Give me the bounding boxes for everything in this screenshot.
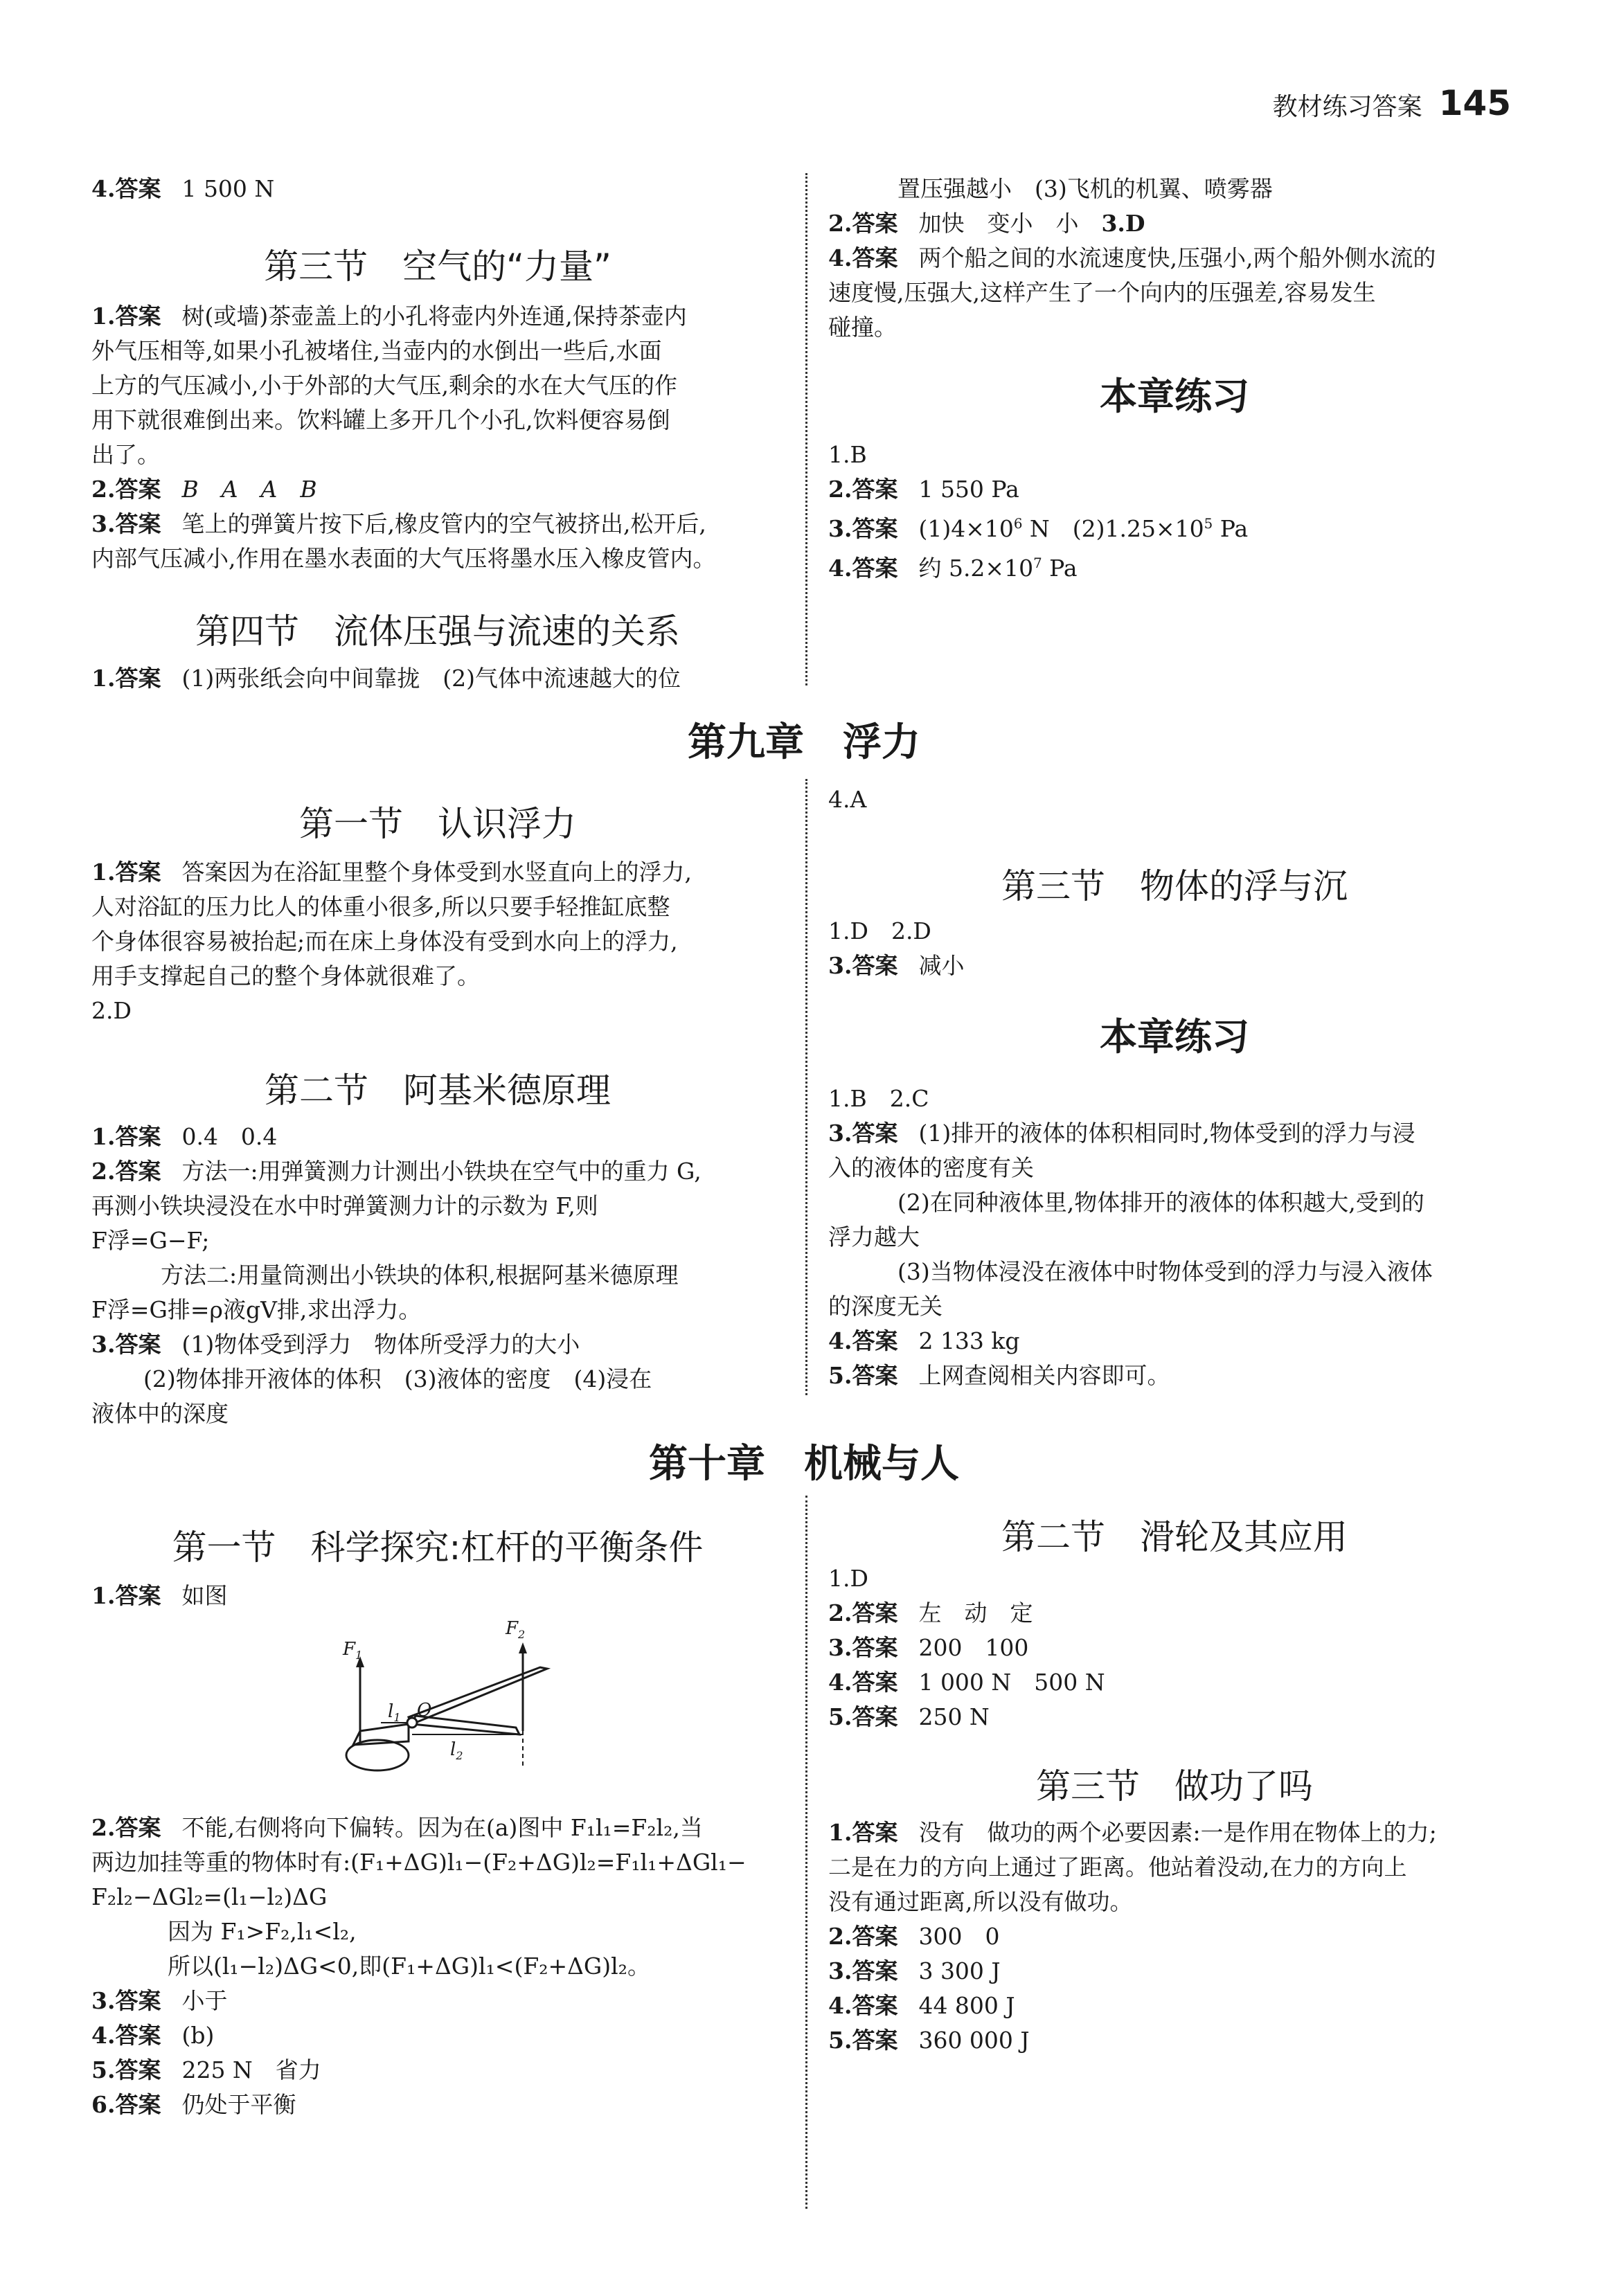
answer-item: 2.答案 左 动 定 [828,1599,1033,1626]
answer-item: 4.答案 1 000 N 500 N [828,1669,1105,1696]
answer-item: 3.答案 3 300 J [828,1957,1001,1984]
answer-item: 3.答案 $(1)4\times 10^6$ N $(2)1.25\times 10^5$ Pa [828,515,1249,542]
ch8-left-column [91,172,784,206]
review-title: 本章练习 [1100,1015,1249,1059]
chapter-title: 第十章 机械与人 [649,1442,959,1487]
answer-item: 3.答案 (1)排开的液体的体积相同时,物体受到的浮力与浸 [828,1120,1415,1147]
answer-item: 1.答案 如图 [91,1582,228,1609]
review-title: 本章练习 [1100,375,1249,418]
answer-item: 2.答案 300 0 [828,1923,1000,1950]
section-title: 第三节 空气的“力量” [264,246,611,287]
column-divider [805,779,807,1395]
ch8-s3-answers: 1.答案 树(或墙)茶壶盖上的小孔将壶内外连通,保持茶壶内 外气压相等,如果小孔被堵住,当壶内的水倒出一些后,水面 上方的气压减小,小于外部的大气压,剩余的水在大气压的作 用下就很难倒出来。饮料罐上多开几个小孔,饮料便容易倒 出了。 2.答案 B A A B 3.答案 笔上的弹簧片按下后,橡皮管内的空气被挤出,松开后, 内部气压减小,作用在墨水表面的大气压将墨水压入橡皮管内。 [91,299,784,576]
svg-text:F2: $F_2$ [506,1618,526,1641]
answer-item: 1.答案 没有 做功的两个必要因素:一是作用在物体上的力; [828,1819,1437,1846]
answer-item: 2.答案 不能,右侧将向下偏转。因为在(a)图中 F₁l₁=F₂l₂,当 [91,1814,703,1841]
column-divider [805,173,807,685]
section-title: 第三节 物体的浮与沉 [1001,866,1348,906]
pivot-point [407,1718,417,1728]
section-title: 第四节 流体压强与流速的关系 [195,611,680,652]
answer-item: 1.D [828,1565,868,1592]
answer-item: 4.答案 44 800 J [828,1992,1015,2019]
header-subtitle: 教材练习答案 [1272,93,1422,121]
page-number: 145 [1438,83,1511,123]
section-title: 第二节 阿基米德原理 [265,1070,611,1111]
answer-item: 3.答案 200 100 [828,1634,1029,1661]
answer-item: 2.答案 1 550 Pa [828,476,1019,503]
column-divider [805,1496,807,2209]
answer-item: 4.答案 1 500 N [91,175,275,202]
ch8-right-column: 置压强越小 (3)飞机的机翼、喷雾器 2.答案 加快 变小 小 3.D 4.答案 两个船之间的水流速度快,压强小,两个船外侧水流的 速度慢,压强大,这样产生了一个向内的压强差,容易发生 碰撞。 [828,172,1521,345]
section-title: 第二节 滑轮及其应用 [1001,1517,1348,1557]
page-header [1273,83,1511,123]
svg-text:l1: $l_1$ [388,1701,401,1724]
answer-item: 4.答案 2 133 kg [828,1327,1020,1354]
answer-item: 3.答案 减小 [828,952,965,979]
svg-text:F1: $F_1$ [343,1639,363,1662]
answer-item: 5.答案 225 N 省力 [91,2056,321,2083]
answer-item: 1.D 2.D [828,917,931,944]
answer-item: 3.答案 小于 [91,1987,228,2014]
scissors-lever-figure [339,1606,589,1814]
svg-text:O: O [417,1700,432,1721]
answer-item: 2.答案 B A A B [91,476,317,503]
answer-item: 6.答案 仍处于平衡 [91,2091,296,2118]
answer-item: 4.A [828,786,867,813]
section-title: 第三节 做功了吗 [1036,1766,1313,1806]
answer-item: 2.D [91,997,132,1024]
answer-item: 3.答案 笔上的弹簧片按下后,橡皮管内的空气被挤出,松开后, [91,510,706,537]
answer-item: 1.答案 树(或墙)茶壶盖上的小孔将壶内外连通,保持茶壶内 [91,303,687,330]
chapter-title: 第九章 浮力 [688,720,920,765]
answer-item: 4.答案 (b) [91,2022,215,2049]
answer-item: 4.答案 约 $5.2\times 10^7$ Pa [828,555,1078,582]
section-title: 第一节 认识浮力 [299,804,576,844]
answer-item: 1.B [828,441,867,468]
answer-item: 5.答案 上网查阅相关内容即可。 [828,1362,1170,1389]
svg-text:l2: $l_2$ [450,1739,463,1762]
answer-item: 5.答案 360 000 J [828,2027,1030,2054]
answer-item: 1.答案 答案因为在浴缸里整个身体受到水竖直向上的浮力, [91,859,692,886]
section-title: 第一节 科学探究:杠杆的平衡条件 [172,1527,704,1568]
answer-item: 1.答案 0.4 0.4 [91,1123,278,1150]
answer-item: 5.答案 250 N [828,1703,990,1730]
answer-item: 1.答案 (1)两张纸会向中间靠拢 (2)气体中流速越大的位 [91,665,681,692]
answer-item: 2.答案 方法一:用弹簧测力计测出小铁块在空气中的重力 G, [91,1158,702,1185]
answer-item: 4.答案 两个船之间的水流速度快,压强小,两个船外侧水流的 [828,244,1436,271]
answer-item: 3.答案 (1)物体受到浮力 物体所受浮力的大小 [91,1331,580,1358]
answer-item: 2.答案 加快 变小 小 3.D [828,210,1145,237]
answer-item: 1.B 2.C [828,1085,929,1112]
scissors-handle [346,1740,409,1770]
